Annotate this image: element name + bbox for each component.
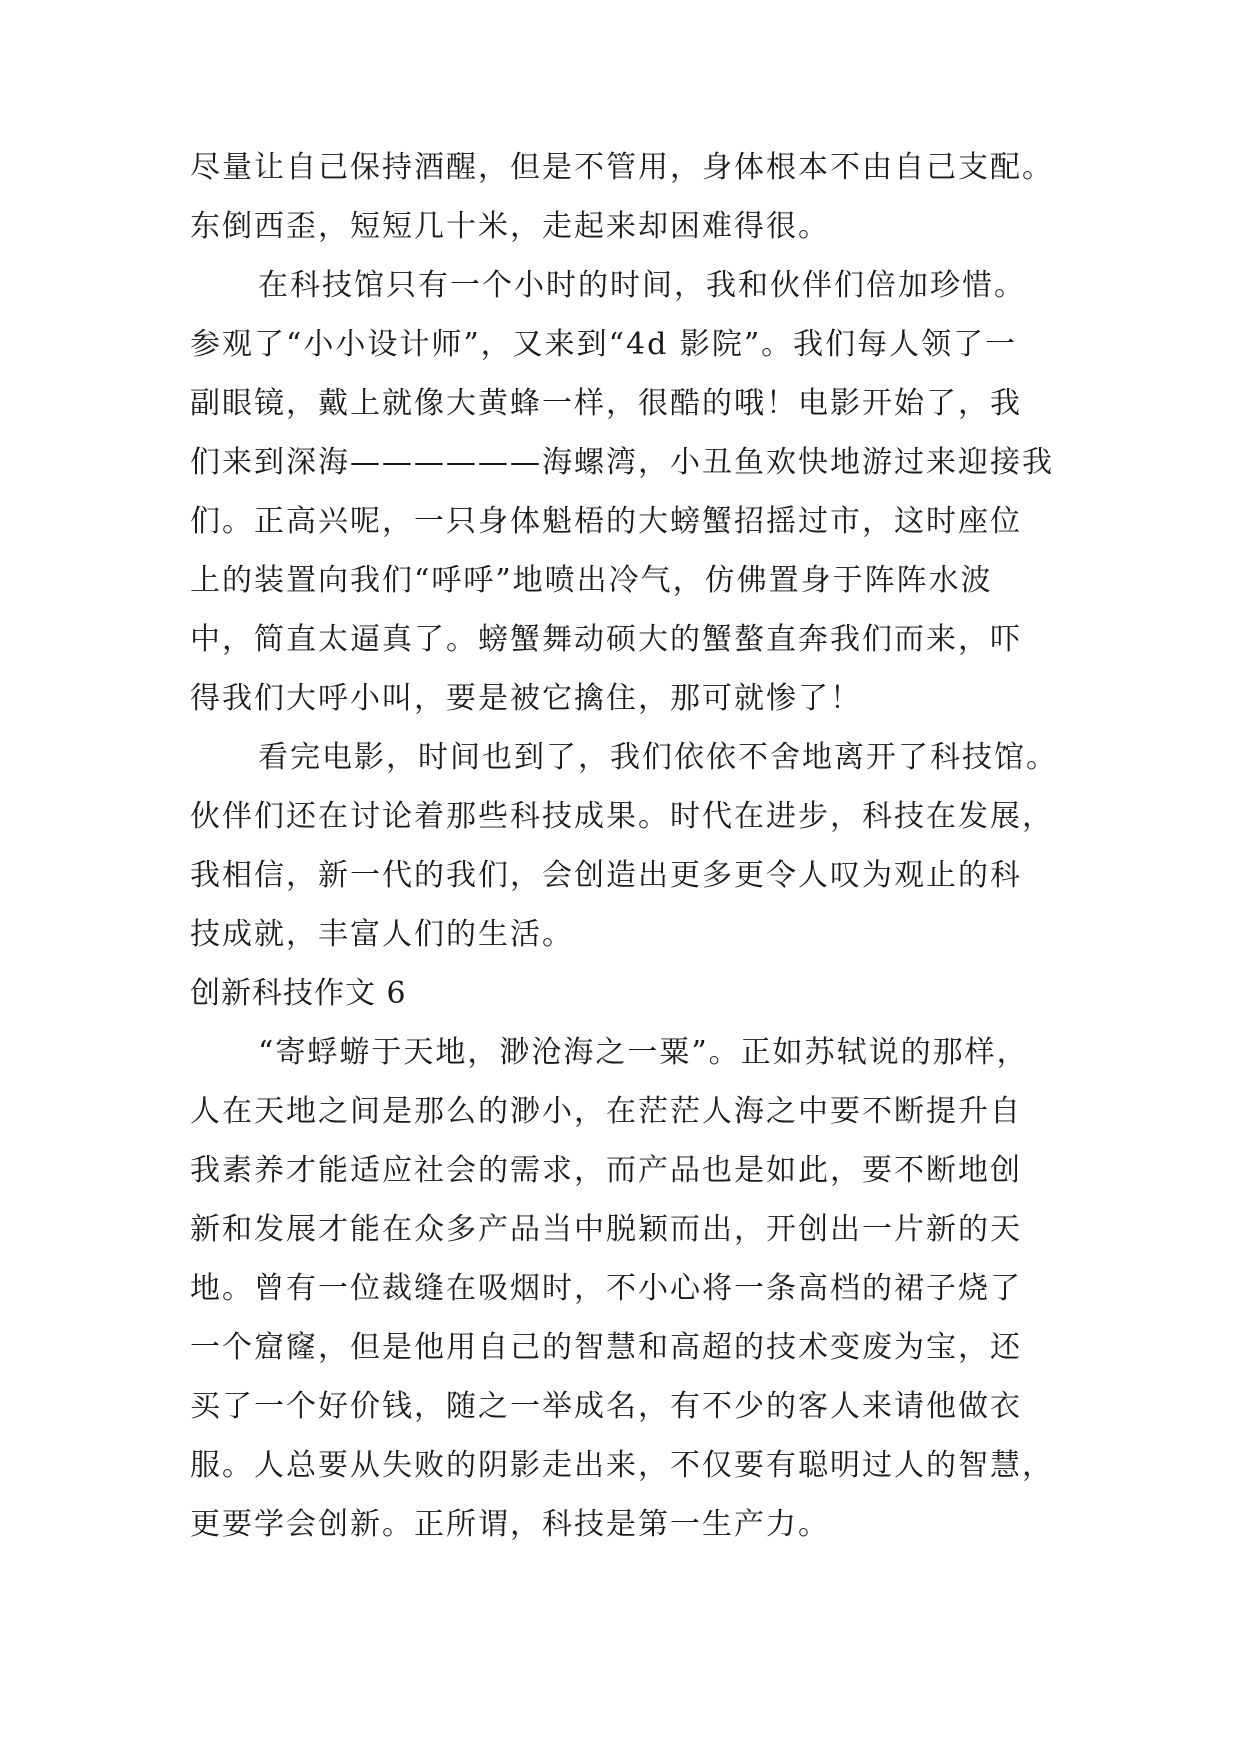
text-line: 一个窟窿，但是他用自己的智慧和高超的技术变废为宝，还 [190, 1330, 1022, 1365]
text-line: 买了一个好价钱，随之一举成名，有不少的客人来请他做衣 [190, 1389, 1022, 1424]
text-line: 伙伴们还在讨论着那些科技成果。时代在进步，科技在发展， [190, 799, 1054, 834]
text-line: 地。曾有一位裁缝在吸烟时，不小心将一条高档的裙子烧了 [190, 1271, 1022, 1306]
text-line: 技成就，丰富人们的生活。 [190, 917, 574, 952]
text-line: 人在天地之间是那么的渺小，在茫茫人海之中要不断提升自 [190, 1094, 1022, 1129]
text-line: 得我们大呼小叫，要是被它擒住，那可就惨了！ [190, 681, 862, 716]
text-line: 副眼镜，戴上就像大黄蜂一样，很酷的哦！电影开始了，我 [190, 386, 1022, 421]
text-line: 们。正高兴呢，一只身体魁梧的大螃蟹招摇过市，这时座位 [190, 504, 1022, 539]
paragraph-start-line: 看完电影，时间也到了，我们依依不舍地离开了科技馆。 [258, 740, 1058, 775]
text-line: 我素养才能适应社会的需求，而产品也是如此，要不断地创 [190, 1153, 1022, 1188]
paragraph-start-line: “寄蜉蝣于天地，渺沧海之一粟”。正如苏轼说的那样， [258, 1035, 1029, 1070]
section-heading: 创新科技作文 6 [190, 976, 407, 1011]
text-line: 更要学会创新。正所谓，科技是第一生产力。 [190, 1507, 830, 1542]
text-line: 东倒西歪，短短几十米，走起来却困难得很。 [190, 209, 830, 244]
text-line: 尽量让自己保持酒醒，但是不管用，身体根本不由自己支配。 [190, 150, 1054, 185]
text-line: 我相信，新一代的我们，会创造出更多更令人叹为观止的科 [190, 858, 1022, 893]
text-line: 们来到深海——————海螺湾，小丑鱼欢快地游过来迎接我 [190, 445, 1054, 480]
text-line: 新和发展才能在众多产品当中脱颖而出，开创出一片新的天 [190, 1212, 1022, 1247]
text-line: 中，简直太逼真了。螃蟹舞动硕大的蟹螯直奔我们而来，吓 [190, 622, 1022, 657]
paragraph-start-line: 在科技馆只有一个小时的时间，我和伙伴们倍加珍惜。 [258, 268, 1026, 303]
text-line: 上的装置向我们“呼呼”地喷出冷气，仿佛置身于阵阵水波 [190, 563, 993, 598]
text-line: 服。人总要从失败的阴影走出来，不仅要有聪明过人的智慧， [190, 1448, 1054, 1483]
text-line: 参观了“小小设计师”，又来到“4d 影院”。我们每人领了一 [190, 327, 1018, 362]
